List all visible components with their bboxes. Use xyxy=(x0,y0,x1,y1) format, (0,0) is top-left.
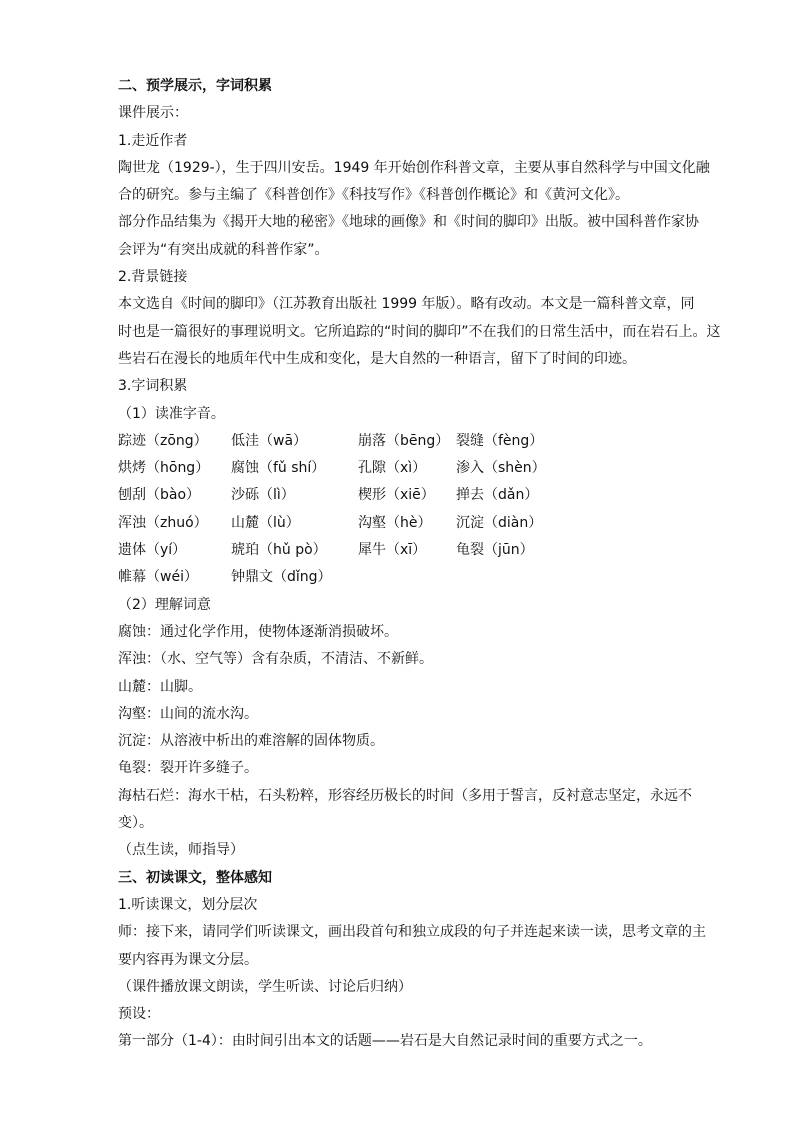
part-line: 第一部分（1-4）：由时间引出本文的话题——岩石是大自然记录时间的重要方式之一。 xyxy=(118,1033,652,1050)
teacher-line: 师：接下来，请同学们听读课文，画出段首句和独立成段的句子并连起来读一读，思考文章的主 xyxy=(118,924,706,941)
background-paragraph-line: 时也是一篇很好的事理说明文。它所追踪的“时间的脚印”不在我们的日常生活中，而在岩石上。这 xyxy=(118,323,721,340)
vocab-cell: 犀牛（xī） xyxy=(358,542,427,559)
vocab-cell: 浑浊（zhuó） xyxy=(118,514,208,531)
vocab-cell: 琥珀（hǔ pò） xyxy=(231,542,327,559)
vocab-cell: 山麓（lù） xyxy=(231,514,300,531)
vocab-cell: 低洼（wā） xyxy=(231,432,308,449)
idiom-line: 海枯石烂：海水干枯，石头粉粹，形容经历极长的时间（多用于誓言，反衬意志坚定，永远不 xyxy=(118,787,692,804)
vocab-cell: 孔隙（xì） xyxy=(358,460,427,477)
idiom-line: 变）。 xyxy=(118,815,153,832)
vocab-row xyxy=(118,510,704,537)
vocab-cell: 遗体（yí） xyxy=(118,542,187,559)
meaning-item: 龟裂：裂开许多缝子。 xyxy=(118,760,258,777)
section-heading: 三、初读课文，整体感知 xyxy=(118,869,272,886)
vocab-cell: 烘烤（hōng） xyxy=(118,460,210,477)
vocab-table xyxy=(118,428,704,592)
vocab-row xyxy=(118,564,704,591)
subsection-heading: 1.听读课文，划分层次 xyxy=(118,896,258,913)
meaning-item: 沉淀：从溶液中析出的难溶解的固体物质。 xyxy=(118,733,384,750)
vocab-cell: 刨刮（bào） xyxy=(118,487,201,504)
background-paragraph-line: 本文选自《时间的脚印》（江苏教育出版社 1999 年版）。略有改动。本文是一篇科普文章，同 xyxy=(118,296,695,313)
vocab-row xyxy=(118,482,704,509)
section-heading: 二、预学展示，字词积累 xyxy=(118,78,272,94)
meaning-item: 山麓：山脚。 xyxy=(118,678,202,695)
background-heading: 2.背景链接 xyxy=(118,269,188,286)
vocab-row xyxy=(118,537,704,564)
meaning-heading: （2）理解词意 xyxy=(118,596,211,613)
author-paragraph-line: 陶世龙（1929-），生于四川安岳。1949 年开始创作科普文章，主要从事自然科学与中国文化融 xyxy=(118,159,710,176)
preset-label: 预设： xyxy=(118,1006,160,1023)
teaching-note: （点生读，师指导） xyxy=(118,842,244,859)
meaning-item: 浑浊：（水、空气等）含有杂质，不清洁、不新鲜。 xyxy=(118,651,433,668)
vocab-cell: 沙砾（lì） xyxy=(231,487,295,504)
vocab-cell: 龟裂（jūn） xyxy=(456,542,534,559)
author-paragraph-line: 合的研究。参与主编了《科普创作》《科技写作》《科普创作概论》和《黄河文化》。 xyxy=(118,187,629,204)
author-heading: 1.走近作者 xyxy=(118,132,188,149)
works-paragraph-line: 会评为“有突出成就的科普作家”。 xyxy=(118,241,329,258)
teacher-line: 要内容再为课文分层。 xyxy=(118,951,258,968)
words-heading: 3.字词积累 xyxy=(118,378,188,395)
vocab-cell: 腐蚀（fǔ shí） xyxy=(231,460,326,477)
vocab-cell xyxy=(456,564,576,591)
meaning-item: 腐蚀：通过化学作用，使物体逐渐消损破坏。 xyxy=(118,623,398,640)
vocab-cell: 踪迹（zōng） xyxy=(118,432,208,449)
background-paragraph-line: 些岩石在漫长的地质年代中生成和变化，是大自然的一种语言，留下了时间的印迹。 xyxy=(118,350,636,367)
vocab-cell: 渗入（shèn） xyxy=(456,460,546,477)
vocab-cell: 裂缝（fèng） xyxy=(456,432,544,449)
vocab-cell xyxy=(358,564,456,591)
teaching-note: （课件播放课文朗读，学生听读、讨论后归纳） xyxy=(118,978,412,995)
courseware-label: 课件展示： xyxy=(118,105,188,122)
document-page xyxy=(118,73,721,1056)
vocab-cell: 楔形（xiē） xyxy=(358,487,435,504)
vocab-cell: 帷幕（wéi） xyxy=(118,569,198,586)
pronunciation-heading: （1）读准字音。 xyxy=(118,405,225,422)
vocab-row xyxy=(118,455,704,482)
vocab-cell: 沉淀（diàn） xyxy=(456,514,543,531)
meaning-item: 沟壑：山间的流水沟。 xyxy=(118,705,258,722)
vocab-row xyxy=(118,428,704,455)
works-paragraph-line: 部分作品结集为《揭开大地的秘密》《地球的画像》和《时间的脚印》出版。被中国科普作家协 xyxy=(118,214,699,231)
vocab-cell: 钟鼎文（dǐng） xyxy=(231,569,332,586)
vocab-cell: 沟壑（hè） xyxy=(358,514,432,531)
vocab-cell: 崩落（bēng） xyxy=(358,432,450,449)
vocab-cell: 掸去（dǎn） xyxy=(456,487,539,504)
